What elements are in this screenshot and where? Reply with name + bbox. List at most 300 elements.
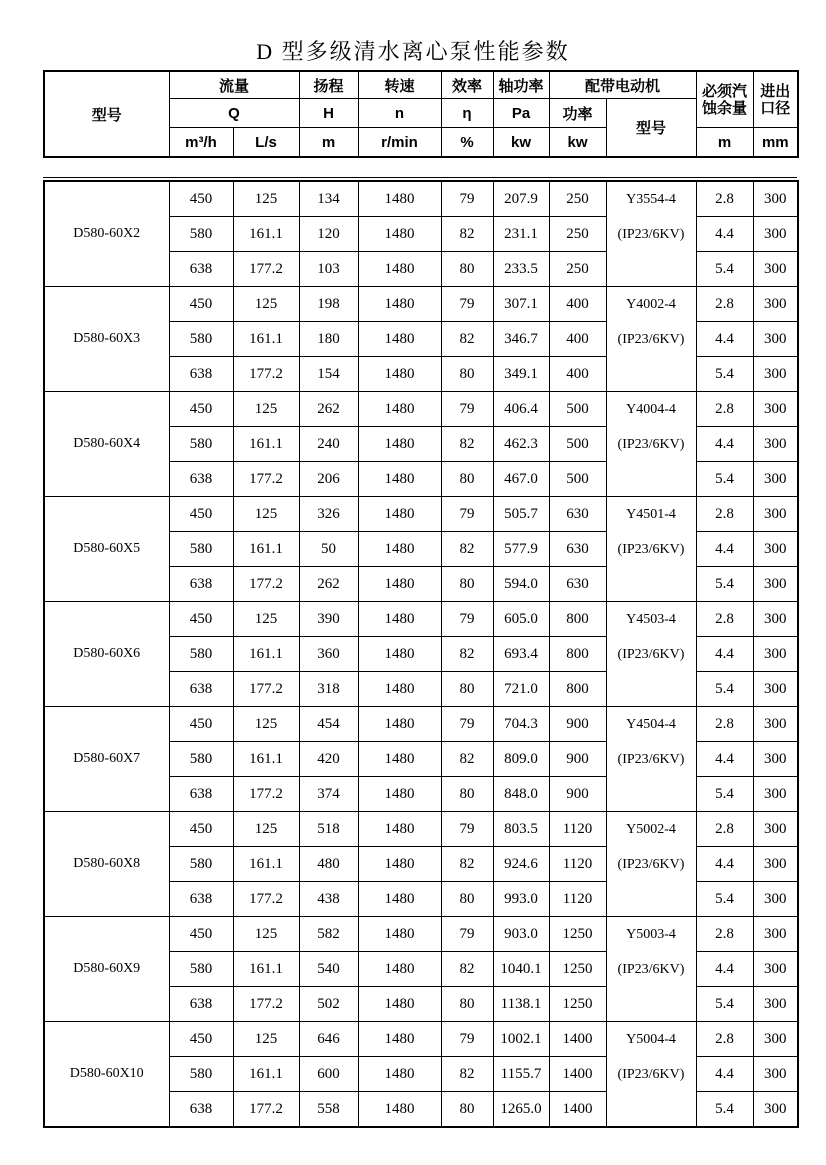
data-cell: 450 <box>169 392 233 427</box>
data-cell: 704.3 <box>493 707 549 742</box>
unit-m3h: m³/h <box>169 128 233 158</box>
data-cell: 161.1 <box>233 637 299 672</box>
motor-spec-text: (IP23/6KV) <box>617 332 685 347</box>
data-cell: 300 <box>753 217 798 252</box>
data-cell: 161.1 <box>233 952 299 987</box>
data-cell: 177.2 <box>233 567 299 602</box>
data-cell: 800 <box>549 602 606 637</box>
data-cell: 454 <box>299 707 358 742</box>
data-cell: 300 <box>753 1092 798 1128</box>
data-cell: 198 <box>299 287 358 322</box>
table-row <box>44 287 798 322</box>
data-cell: 1480 <box>358 462 441 497</box>
data-cell: 161.1 <box>233 427 299 462</box>
data-cell: 2.8 <box>696 181 753 217</box>
header-npsh-line2: 蚀余量 <box>702 99 748 117</box>
data-cell: 500 <box>549 462 606 497</box>
data-cell: 420 <box>299 742 358 777</box>
data-cell: 5.4 <box>696 777 753 812</box>
data-cell: 79 <box>441 392 493 427</box>
data-cell: 467.0 <box>493 462 549 497</box>
data-cell: 638 <box>169 567 233 602</box>
data-cell: 4.4 <box>696 847 753 882</box>
data-cell: 400 <box>549 287 606 322</box>
data-cell: 1480 <box>358 497 441 532</box>
data-cell: 120 <box>299 217 358 252</box>
data-cell: 900 <box>549 777 606 812</box>
table-row <box>44 392 798 427</box>
pump-model-cell: D580-60X9 <box>44 917 169 1022</box>
data-cell: 125 <box>233 602 299 637</box>
data-cell: 4.4 <box>696 322 753 357</box>
data-cell: 300 <box>753 462 798 497</box>
data-cell: 82 <box>441 742 493 777</box>
pump-model-cell: D580-60X5 <box>44 497 169 602</box>
data-cell: 161.1 <box>233 217 299 252</box>
header-q-symbol: Q <box>169 99 299 128</box>
data-cell: 161.1 <box>233 322 299 357</box>
header-row-1 <box>44 71 798 99</box>
data-cell: 540 <box>299 952 358 987</box>
table-row <box>44 707 798 742</box>
data-cell: 2.8 <box>696 287 753 322</box>
data-cell: 638 <box>169 777 233 812</box>
motor-spec-text: (IP23/6KV) <box>617 1067 685 1082</box>
data-cell: 721.0 <box>493 672 549 707</box>
data-cell: 300 <box>753 427 798 462</box>
data-cell: 125 <box>233 707 299 742</box>
data-cell: 262 <box>299 567 358 602</box>
pump-model-cell: D580-60X3 <box>44 287 169 392</box>
data-cell: 300 <box>753 987 798 1022</box>
data-cell: 1480 <box>358 357 441 392</box>
data-cell: 1040.1 <box>493 952 549 987</box>
data-cell: 300 <box>753 322 798 357</box>
data-cell: 250 <box>549 252 606 287</box>
header-table <box>43 70 799 158</box>
data-cell: 1480 <box>358 252 441 287</box>
data-cell: 161.1 <box>233 1057 299 1092</box>
data-cell: 1250 <box>549 987 606 1022</box>
data-cell: 207.9 <box>493 181 549 217</box>
data-cell: 134 <box>299 181 358 217</box>
data-cell: 450 <box>169 287 233 322</box>
data-cell: 79 <box>441 287 493 322</box>
data-cell: 300 <box>753 567 798 602</box>
data-cell: 638 <box>169 672 233 707</box>
data-cell: 80 <box>441 987 493 1022</box>
data-cell: 1250 <box>549 917 606 952</box>
data-cell: 180 <box>299 322 358 357</box>
data-cell: 1002.1 <box>493 1022 549 1057</box>
header-inout-line1: 进出 <box>760 82 791 100</box>
data-cell: 1480 <box>358 392 441 427</box>
data-cell: 300 <box>753 917 798 952</box>
data-cell: 300 <box>753 252 798 287</box>
data-cell: 1480 <box>358 1092 441 1128</box>
data-cell: 5.4 <box>696 567 753 602</box>
header-h-symbol: H <box>299 99 358 128</box>
data-cell: 462.3 <box>493 427 549 462</box>
data-cell: 1480 <box>358 567 441 602</box>
pump-table-body <box>44 181 798 1127</box>
motor-model-cell <box>606 497 696 602</box>
table-row <box>44 181 798 217</box>
data-cell: 500 <box>549 392 606 427</box>
motor-spec-text: (IP23/6KV) <box>617 437 685 452</box>
data-cell: 300 <box>753 882 798 917</box>
data-cell: 900 <box>549 742 606 777</box>
data-cell: 518 <box>299 812 358 847</box>
data-cell: 125 <box>233 1022 299 1057</box>
motor-spec-text: (IP23/6KV) <box>617 857 685 872</box>
data-cell: 300 <box>753 1057 798 1092</box>
data-cell: 250 <box>549 217 606 252</box>
data-cell: 1480 <box>358 532 441 567</box>
data-cell: 161.1 <box>233 532 299 567</box>
data-cell: 1480 <box>358 181 441 217</box>
data-cell: 79 <box>441 812 493 847</box>
data-cell: 250 <box>549 181 606 217</box>
data-cell: 580 <box>169 952 233 987</box>
data-cell: 582 <box>299 917 358 952</box>
data-cell: 1120 <box>549 847 606 882</box>
data-cell: 558 <box>299 1092 358 1128</box>
data-cell: 2.8 <box>696 392 753 427</box>
data-cell: 450 <box>169 917 233 952</box>
table-row <box>44 917 798 952</box>
pump-model-cell: D580-60X2 <box>44 181 169 287</box>
data-cell: 693.4 <box>493 637 549 672</box>
data-cell: 1400 <box>549 1092 606 1128</box>
table-row <box>44 602 798 637</box>
data-cell: 406.4 <box>493 392 549 427</box>
data-cell: 630 <box>549 532 606 567</box>
motor-model-cell <box>606 181 696 287</box>
data-cell: 5.4 <box>696 357 753 392</box>
data-cell: 80 <box>441 462 493 497</box>
header-efficiency: 效率 <box>441 71 493 99</box>
header-motor-power: 功率 <box>549 99 606 128</box>
table-row <box>44 812 798 847</box>
data-cell: 390 <box>299 602 358 637</box>
data-cell: 1480 <box>358 427 441 462</box>
data-cell: 1480 <box>358 672 441 707</box>
data-cell: 80 <box>441 357 493 392</box>
data-cell: 80 <box>441 777 493 812</box>
header-shaft-power: 轴功率 <box>493 71 549 99</box>
unit-kw-shaft: kw <box>493 128 549 158</box>
header-n-symbol: n <box>358 99 441 128</box>
data-cell: 79 <box>441 181 493 217</box>
data-cell: 809.0 <box>493 742 549 777</box>
header-pump-model: 型号 <box>44 71 169 157</box>
data-cell: 349.1 <box>493 357 549 392</box>
data-cell: 50 <box>299 532 358 567</box>
data-cell: 300 <box>753 952 798 987</box>
data-cell: 82 <box>441 217 493 252</box>
data-cell: 80 <box>441 567 493 602</box>
header-inout-line2: 口径 <box>760 99 791 117</box>
unit-ls: L/s <box>233 128 299 158</box>
data-cell: 580 <box>169 322 233 357</box>
data-cell: 374 <box>299 777 358 812</box>
data-cell: 400 <box>549 322 606 357</box>
page-title: D 型多级清水离心泵性能参数 <box>256 39 570 64</box>
data-cell: 1480 <box>358 742 441 777</box>
data-cell: 5.4 <box>696 672 753 707</box>
unit-rmin: r/min <box>358 128 441 158</box>
data-cell: 646 <box>299 1022 358 1057</box>
data-cell: 125 <box>233 497 299 532</box>
data-cell: 79 <box>441 1022 493 1057</box>
data-cell: 82 <box>441 532 493 567</box>
data-cell: 1480 <box>358 602 441 637</box>
motor-spec-text: (IP23/6KV) <box>617 962 685 977</box>
data-cell: 1400 <box>549 1022 606 1057</box>
data-cell: 80 <box>441 252 493 287</box>
data-cell: 300 <box>753 847 798 882</box>
data-cell: 79 <box>441 707 493 742</box>
data-cell: 450 <box>169 497 233 532</box>
header-flow: 流量 <box>169 71 299 99</box>
data-cell: 5.4 <box>696 882 753 917</box>
data-cell: 1480 <box>358 812 441 847</box>
unit-kw-motor: kw <box>549 128 606 158</box>
data-cell: 803.5 <box>493 812 549 847</box>
data-cell: 630 <box>549 497 606 532</box>
pump-model-cell: D580-60X4 <box>44 392 169 497</box>
data-cell: 800 <box>549 672 606 707</box>
data-cell: 1480 <box>358 1022 441 1057</box>
data-cell: 1480 <box>358 847 441 882</box>
data-cell: 1120 <box>549 812 606 847</box>
data-cell: 177.2 <box>233 1092 299 1128</box>
motor-model-cell <box>606 812 696 917</box>
data-cell: 103 <box>299 252 358 287</box>
data-cell: 125 <box>233 392 299 427</box>
data-cell: 1480 <box>358 322 441 357</box>
data-cell: 438 <box>299 882 358 917</box>
unit-mm: mm <box>753 128 798 158</box>
pump-model-cell: D580-60X10 <box>44 1022 169 1128</box>
data-cell: 300 <box>753 1022 798 1057</box>
data-cell: 580 <box>169 847 233 882</box>
data-cell: 638 <box>169 357 233 392</box>
motor-model-text: Y5003-4 <box>626 927 676 942</box>
table-row <box>44 1022 798 1057</box>
data-cell: 300 <box>753 707 798 742</box>
data-cell: 580 <box>169 742 233 777</box>
data-cell: 177.2 <box>233 462 299 497</box>
data-cell: 500 <box>549 427 606 462</box>
data-cell: 300 <box>753 181 798 217</box>
data-cell: 177.2 <box>233 252 299 287</box>
motor-spec-text: (IP23/6KV) <box>617 542 685 557</box>
data-cell: 1250 <box>549 952 606 987</box>
data-cell: 5.4 <box>696 462 753 497</box>
data-cell: 600 <box>299 1057 358 1092</box>
data-cell: 300 <box>753 777 798 812</box>
data-cell: 231.1 <box>493 217 549 252</box>
data-cell: 79 <box>441 917 493 952</box>
motor-model-text: Y5004-4 <box>626 1032 676 1047</box>
data-cell: 594.0 <box>493 567 549 602</box>
data-cell: 4.4 <box>696 637 753 672</box>
data-cell: 177.2 <box>233 672 299 707</box>
motor-model-text: Y4503-4 <box>626 612 676 627</box>
data-cell: 993.0 <box>493 882 549 917</box>
data-cell: 125 <box>233 917 299 952</box>
pump-model-cell: D580-60X7 <box>44 707 169 812</box>
data-cell: 4.4 <box>696 217 753 252</box>
data-cell: 300 <box>753 532 798 567</box>
data-cell: 1480 <box>358 987 441 1022</box>
data-cell: 300 <box>753 287 798 322</box>
data-cell: 1480 <box>358 637 441 672</box>
data-cell: 307.1 <box>493 287 549 322</box>
data-cell: 400 <box>549 357 606 392</box>
unit-npsh-m: m <box>696 128 753 158</box>
data-cell: 577.9 <box>493 532 549 567</box>
data-cell: 638 <box>169 1092 233 1128</box>
data-cell: 4.4 <box>696 952 753 987</box>
data-cell: 79 <box>441 602 493 637</box>
data-cell: 638 <box>169 882 233 917</box>
data-cell: 300 <box>753 497 798 532</box>
data-cell: 580 <box>169 532 233 567</box>
data-cell: 4.4 <box>696 1057 753 1092</box>
data-cell: 360 <box>299 637 358 672</box>
data-cell: 505.7 <box>493 497 549 532</box>
data-cell: 1480 <box>358 777 441 812</box>
data-cell: 300 <box>753 672 798 707</box>
data-cell: 2.8 <box>696 1022 753 1057</box>
data-cell: 300 <box>753 357 798 392</box>
data-cell: 903.0 <box>493 917 549 952</box>
data-cell: 580 <box>169 637 233 672</box>
header-pa-symbol: Pa <box>493 99 549 128</box>
data-cell: 1265.0 <box>493 1092 549 1128</box>
motor-spec-text: (IP23/6KV) <box>617 227 685 242</box>
motor-model-cell <box>606 392 696 497</box>
data-cell: 1480 <box>358 287 441 322</box>
data-cell: 580 <box>169 1057 233 1092</box>
data-cell: 82 <box>441 1057 493 1092</box>
motor-model-text: Y4004-4 <box>626 402 676 417</box>
data-cell: 80 <box>441 882 493 917</box>
data-cell: 5.4 <box>696 987 753 1022</box>
motor-model-cell <box>606 1022 696 1128</box>
data-cell: 450 <box>169 1022 233 1057</box>
data-cell: 1480 <box>358 952 441 987</box>
data-cell: 450 <box>169 812 233 847</box>
data-cell: 2.8 <box>696 707 753 742</box>
data-cell: 346.7 <box>493 322 549 357</box>
data-cell: 5.4 <box>696 1092 753 1128</box>
data-cell: 638 <box>169 987 233 1022</box>
data-cell: 450 <box>169 602 233 637</box>
header-head: 扬程 <box>299 71 358 99</box>
data-cell: 2.8 <box>696 917 753 952</box>
data-cell: 1400 <box>549 1057 606 1092</box>
data-cell: 605.0 <box>493 602 549 637</box>
header-motor-model: 型号 <box>606 99 696 158</box>
motor-model-text: Y3554-4 <box>626 192 676 207</box>
header-eta-symbol: η <box>441 99 493 128</box>
data-cell: 177.2 <box>233 357 299 392</box>
data-cell: 502 <box>299 987 358 1022</box>
data-cell: 262 <box>299 392 358 427</box>
data-cell: 177.2 <box>233 777 299 812</box>
header-npsh-line1: 必须汽 <box>702 82 748 100</box>
data-cell: 82 <box>441 847 493 882</box>
data-cell: 82 <box>441 427 493 462</box>
data-cell: 125 <box>233 181 299 217</box>
table-row <box>44 497 798 532</box>
pump-data-table <box>43 180 799 1128</box>
data-cell: 154 <box>299 357 358 392</box>
body-table-top-rule <box>43 177 797 178</box>
motor-model-text: Y4504-4 <box>626 717 676 732</box>
data-cell: 580 <box>169 427 233 462</box>
data-cell: 161.1 <box>233 742 299 777</box>
data-cell: 318 <box>299 672 358 707</box>
header-inout-diameter <box>753 71 798 128</box>
data-cell: 450 <box>169 707 233 742</box>
data-cell: 1155.7 <box>493 1057 549 1092</box>
data-cell: 240 <box>299 427 358 462</box>
motor-spec-text: (IP23/6KV) <box>617 647 685 662</box>
data-cell: 79 <box>441 497 493 532</box>
unit-m: m <box>299 128 358 158</box>
data-cell: 630 <box>549 567 606 602</box>
data-cell: 900 <box>549 707 606 742</box>
data-cell: 4.4 <box>696 742 753 777</box>
data-cell: 82 <box>441 952 493 987</box>
data-cell: 300 <box>753 392 798 427</box>
motor-model-text: Y4002-4 <box>626 297 676 312</box>
data-cell: 480 <box>299 847 358 882</box>
data-cell: 125 <box>233 812 299 847</box>
data-cell: 233.5 <box>493 252 549 287</box>
unit-percent: % <box>441 128 493 158</box>
data-cell: 2.8 <box>696 812 753 847</box>
motor-model-text: Y4501-4 <box>626 507 676 522</box>
data-cell: 1480 <box>358 707 441 742</box>
data-cell: 924.6 <box>493 847 549 882</box>
data-cell: 1138.1 <box>493 987 549 1022</box>
data-cell: 848.0 <box>493 777 549 812</box>
data-cell: 300 <box>753 742 798 777</box>
motor-model-cell <box>606 917 696 1022</box>
pump-model-cell: D580-60X8 <box>44 812 169 917</box>
data-cell: 82 <box>441 637 493 672</box>
motor-model-cell <box>606 707 696 812</box>
data-cell: 638 <box>169 252 233 287</box>
motor-model-text: Y5002-4 <box>626 822 676 837</box>
data-cell: 2.8 <box>696 497 753 532</box>
data-cell: 82 <box>441 322 493 357</box>
pump-model-cell: D580-60X6 <box>44 602 169 707</box>
data-cell: 450 <box>169 181 233 217</box>
data-cell: 80 <box>441 672 493 707</box>
data-cell: 5.4 <box>696 252 753 287</box>
data-cell: 4.4 <box>696 532 753 567</box>
data-cell: 206 <box>299 462 358 497</box>
motor-model-cell <box>606 602 696 707</box>
data-cell: 580 <box>169 217 233 252</box>
